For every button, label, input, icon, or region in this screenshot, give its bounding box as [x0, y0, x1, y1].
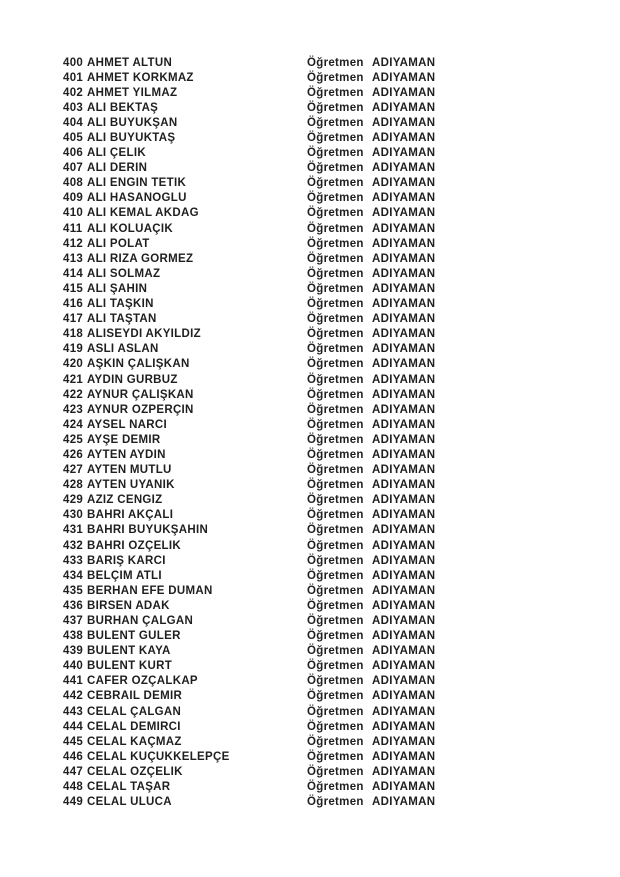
person-province: ADIYAMAN: [372, 765, 436, 778]
person-title: Öğretmen: [307, 494, 364, 507]
person-province: ADIYAMAN: [372, 403, 436, 416]
person-title: Öğretmen: [307, 554, 364, 567]
person-name: AYDIN GÜRBÜZ: [87, 373, 178, 386]
table-row: [63, 130, 620, 145]
row-number: 420: [63, 358, 84, 371]
person-title: Öğretmen: [307, 765, 364, 778]
row-number: 423: [63, 403, 84, 416]
row-number: 402: [63, 86, 84, 99]
table-row: [63, 432, 620, 447]
person-title: Öğretmen: [307, 479, 364, 492]
person-name: AZİZ CENGİZ: [87, 494, 163, 507]
table-row: [63, 100, 620, 115]
person-name: AYTEN MUTLU: [87, 464, 172, 477]
person-province: ADIYAMAN: [372, 237, 436, 250]
row-number: 429: [63, 494, 84, 507]
row-number: 422: [63, 388, 84, 401]
table-row: [63, 191, 620, 206]
table-row: [63, 387, 620, 402]
row-number: 433: [63, 554, 84, 567]
person-name: AYTEN UYANIK: [87, 479, 175, 492]
person-province: ADIYAMAN: [372, 554, 436, 567]
table-row: [63, 553, 620, 568]
table-row: [63, 146, 620, 161]
person-title: Öğretmen: [307, 509, 364, 522]
person-province: ADIYAMAN: [372, 86, 436, 99]
row-number: 434: [63, 569, 84, 582]
person-title: Öğretmen: [307, 660, 364, 673]
table-row: [63, 206, 620, 221]
person-province: ADIYAMAN: [372, 524, 436, 537]
person-title: Öğretmen: [307, 524, 364, 537]
person-title: Öğretmen: [307, 750, 364, 763]
person-title: Öğretmen: [307, 192, 364, 205]
person-title: Öğretmen: [307, 388, 364, 401]
person-province: ADIYAMAN: [372, 192, 436, 205]
person-title: Öğretmen: [307, 298, 364, 311]
person-name: CEBRAİL DEMİR: [87, 690, 183, 703]
person-name: ALİ BÜYÜKTAŞ: [87, 132, 176, 145]
person-province: ADIYAMAN: [372, 479, 436, 492]
person-name: BERHAN EFE DUMAN: [87, 584, 213, 597]
row-number: 438: [63, 630, 84, 643]
person-name: CELAL KÜÇÜKKELEPÇE: [87, 750, 230, 763]
row-number: 447: [63, 765, 84, 778]
person-title: Öğretmen: [307, 705, 364, 718]
person-province: ADIYAMAN: [372, 509, 436, 522]
person-title: Öğretmen: [307, 132, 364, 145]
table-row: [63, 749, 620, 764]
person-name: CELAL ÇALĞAN: [87, 705, 182, 718]
table-row: [63, 266, 620, 281]
person-name: BARIŞ KARCİ: [87, 554, 166, 567]
row-number: 413: [63, 252, 84, 265]
table-row: [63, 598, 620, 613]
person-province: ADIYAMAN: [372, 660, 436, 673]
person-title: Öğretmen: [307, 343, 364, 356]
person-province: ADIYAMAN: [372, 720, 436, 733]
table-row: [63, 221, 620, 236]
row-number: 432: [63, 539, 84, 552]
table-row: [63, 764, 620, 779]
row-number: 400: [63, 56, 84, 69]
person-province: ADIYAMAN: [372, 207, 436, 220]
person-province: ADIYAMAN: [372, 615, 436, 628]
table-row: [63, 795, 620, 810]
person-name: CELAL TAŞAR: [87, 781, 171, 794]
person-province: ADIYAMAN: [372, 101, 436, 114]
table-row: [63, 176, 620, 191]
person-title: Öğretmen: [307, 418, 364, 431]
person-province: ADIYAMAN: [372, 735, 436, 748]
person-name: CELAL KAÇMAZ: [87, 735, 182, 748]
row-number: 421: [63, 373, 84, 386]
person-title: Öğretmen: [307, 464, 364, 477]
table-row: [63, 115, 620, 130]
person-title: Öğretmen: [307, 720, 364, 733]
person-province: ADIYAMAN: [372, 298, 436, 311]
person-title: Öğretmen: [307, 147, 364, 160]
person-name: ALİ POLAT: [87, 237, 150, 250]
person-province: ADIYAMAN: [372, 796, 436, 809]
person-name: ALİ KOLUAÇIK: [87, 222, 174, 235]
table-row: [63, 85, 620, 100]
person-province: ADIYAMAN: [372, 539, 436, 552]
person-name: BÜLENT KAYA: [87, 645, 171, 658]
person-province: ADIYAMAN: [372, 705, 436, 718]
person-title: Öğretmen: [307, 358, 364, 371]
person-province: ADIYAMAN: [372, 675, 436, 688]
row-number: 417: [63, 313, 84, 326]
table-row: [63, 327, 620, 342]
table-row: [63, 357, 620, 372]
row-number: 408: [63, 177, 84, 190]
row-number: 439: [63, 645, 84, 658]
person-province: ADIYAMAN: [372, 388, 436, 401]
person-province: ADIYAMAN: [372, 116, 436, 129]
row-number: 415: [63, 282, 84, 295]
person-title: Öğretmen: [307, 675, 364, 688]
row-number: 430: [63, 509, 84, 522]
person-name: BÜLENT GÜLER: [87, 630, 181, 643]
person-name: ALİ BEKTAŞ: [87, 101, 159, 114]
person-name: BAHRİ BÜYÜKŞAHİN: [87, 524, 209, 537]
table-row: [63, 463, 620, 478]
person-province: ADIYAMAN: [372, 177, 436, 190]
person-name: ALİ RIZA GÖRMEZ: [87, 252, 194, 265]
person-title: Öğretmen: [307, 328, 364, 341]
person-title: Öğretmen: [307, 584, 364, 597]
table-row: [63, 613, 620, 628]
person-title: Öğretmen: [307, 539, 364, 552]
table-row: [63, 402, 620, 417]
row-number: 405: [63, 132, 84, 145]
person-name: BURHAN ÇALĞAN: [87, 615, 194, 628]
person-name: CAFER ÖZÇALKAP: [87, 675, 198, 688]
row-number: 427: [63, 464, 84, 477]
person-name: ALİ HASANOĞLU: [87, 192, 187, 205]
table-row: [63, 538, 620, 553]
person-name: ALİ DERİN: [87, 162, 148, 175]
person-name: BELÇİM ATLI: [87, 569, 162, 582]
person-province: ADIYAMAN: [372, 433, 436, 446]
person-province: ADIYAMAN: [372, 645, 436, 658]
person-title: Öğretmen: [307, 177, 364, 190]
person-title: Öğretmen: [307, 71, 364, 84]
person-province: ADIYAMAN: [372, 750, 436, 763]
person-name: ALİ BÜYÜKŞAN: [87, 116, 178, 129]
table-row: [63, 629, 620, 644]
person-province: ADIYAMAN: [372, 132, 436, 145]
table-row: [63, 780, 620, 795]
person-name: AHMET KORKMAZ: [87, 71, 194, 84]
person-province: ADIYAMAN: [372, 464, 436, 477]
person-province: ADIYAMAN: [372, 690, 436, 703]
table-row: [63, 161, 620, 176]
table-row: [63, 236, 620, 251]
table-row: [63, 55, 620, 70]
person-province: ADIYAMAN: [372, 313, 436, 326]
person-title: Öğretmen: [307, 599, 364, 612]
person-title: Öğretmen: [307, 252, 364, 265]
person-title: Öğretmen: [307, 116, 364, 129]
person-name: ALİ ÇELİK: [87, 147, 146, 160]
table-row: [63, 417, 620, 432]
person-province: ADIYAMAN: [372, 448, 436, 461]
person-name: ALİ TAŞTAN: [87, 313, 157, 326]
row-number: 443: [63, 705, 84, 718]
person-name: AYSEL NARCİ: [87, 418, 167, 431]
person-title: Öğretmen: [307, 313, 364, 326]
row-number: 446: [63, 750, 84, 763]
table-row: [63, 568, 620, 583]
row-number: 401: [63, 71, 84, 84]
table-row: [63, 508, 620, 523]
row-number: 425: [63, 433, 84, 446]
table-row: [63, 493, 620, 508]
person-province: ADIYAMAN: [372, 162, 436, 175]
person-title: Öğretmen: [307, 207, 364, 220]
row-number: 412: [63, 237, 84, 250]
person-province: ADIYAMAN: [372, 569, 436, 582]
table-row: [63, 674, 620, 689]
table-row: [63, 523, 620, 538]
person-name: AYNUR ÖZPERÇİN: [87, 403, 194, 416]
person-title: Öğretmen: [307, 403, 364, 416]
row-number: 426: [63, 448, 84, 461]
teacher-roster-list: [63, 55, 620, 810]
person-name: CELAL DEMİRCİ: [87, 720, 181, 733]
person-title: Öğretmen: [307, 282, 364, 295]
table-row: [63, 447, 620, 462]
person-title: Öğretmen: [307, 690, 364, 703]
person-name: BAHRİ AKÇALI: [87, 509, 174, 522]
person-name: BAHRİ ÖZÇELİK: [87, 539, 181, 552]
person-province: ADIYAMAN: [372, 373, 436, 386]
person-province: ADIYAMAN: [372, 147, 436, 160]
table-row: [63, 312, 620, 327]
person-province: ADIYAMAN: [372, 584, 436, 597]
person-name: ALİ SOLMAZ: [87, 267, 161, 280]
person-province: ADIYAMAN: [372, 494, 436, 507]
person-name: AYŞE DEMİR: [87, 433, 161, 446]
table-row: [63, 70, 620, 85]
person-title: Öğretmen: [307, 569, 364, 582]
table-row: [63, 297, 620, 312]
row-number: 410: [63, 207, 84, 220]
table-row: [63, 644, 620, 659]
person-name: ALİ ENGİN TETİK: [87, 177, 187, 190]
person-province: ADIYAMAN: [372, 599, 436, 612]
person-province: ADIYAMAN: [372, 222, 436, 235]
person-name: CELAL ÖZÇELİK: [87, 765, 183, 778]
person-title: Öğretmen: [307, 735, 364, 748]
person-name: ALİ ŞAHİN: [87, 282, 148, 295]
table-row: [63, 281, 620, 296]
table-row: [63, 689, 620, 704]
person-province: ADIYAMAN: [372, 252, 436, 265]
table-row: [63, 719, 620, 734]
person-name: AYNUR ÇALIŞKAN: [87, 388, 194, 401]
row-number: 442: [63, 690, 84, 703]
person-title: Öğretmen: [307, 630, 364, 643]
person-name: ALİ TAŞKIN: [87, 298, 154, 311]
row-number: 441: [63, 675, 84, 688]
person-province: ADIYAMAN: [372, 71, 436, 84]
person-name: AHMET YILMAZ: [87, 86, 178, 99]
row-number: 431: [63, 524, 84, 537]
row-number: 444: [63, 720, 84, 733]
row-number: 407: [63, 162, 84, 175]
person-title: Öğretmen: [307, 56, 364, 69]
row-number: 424: [63, 418, 84, 431]
table-row: [63, 251, 620, 266]
row-number: 440: [63, 660, 84, 673]
row-number: 409: [63, 192, 84, 205]
row-number: 419: [63, 343, 84, 356]
person-name: AŞKIN ÇALIŞKAN: [87, 358, 190, 371]
person-province: ADIYAMAN: [372, 630, 436, 643]
person-name: AYTEN AYDIN: [87, 448, 166, 461]
table-row: [63, 704, 620, 719]
person-title: Öğretmen: [307, 645, 364, 658]
table-row: [63, 478, 620, 493]
table-row: [63, 342, 620, 357]
person-province: ADIYAMAN: [372, 343, 436, 356]
person-title: Öğretmen: [307, 162, 364, 175]
row-number: 448: [63, 781, 84, 794]
row-number: 445: [63, 735, 84, 748]
person-title: Öğretmen: [307, 796, 364, 809]
row-number: 403: [63, 101, 84, 114]
person-name: ALİSEYDİ AKYILDIZ: [87, 328, 201, 341]
person-title: Öğretmen: [307, 222, 364, 235]
person-name: BÜLENT KURT: [87, 660, 173, 673]
person-title: Öğretmen: [307, 615, 364, 628]
person-title: Öğretmen: [307, 101, 364, 114]
person-province: ADIYAMAN: [372, 418, 436, 431]
person-province: ADIYAMAN: [372, 56, 436, 69]
person-province: ADIYAMAN: [372, 358, 436, 371]
row-number: 436: [63, 599, 84, 612]
row-number: 449: [63, 796, 84, 809]
row-number: 437: [63, 615, 84, 628]
table-row: [63, 583, 620, 598]
row-number: 428: [63, 479, 84, 492]
person-name: CELAL ULUCA: [87, 796, 172, 809]
person-title: Öğretmen: [307, 86, 364, 99]
person-title: Öğretmen: [307, 237, 364, 250]
row-number: 435: [63, 584, 84, 597]
row-number: 404: [63, 116, 84, 129]
person-name: ALİ KEMAL AKDAĞ: [87, 207, 199, 220]
person-name: ASLI ASLAN: [87, 343, 159, 356]
person-name: BİRSEN ADAK: [87, 599, 170, 612]
person-title: Öğretmen: [307, 781, 364, 794]
row-number: 406: [63, 147, 84, 160]
table-row: [63, 372, 620, 387]
row-number: 411: [63, 222, 83, 235]
row-number: 416: [63, 298, 84, 311]
person-name: AHMET ALTUN: [87, 56, 173, 69]
table-row: [63, 734, 620, 749]
person-title: Öğretmen: [307, 433, 364, 446]
table-row: [63, 659, 620, 674]
person-title: Öğretmen: [307, 267, 364, 280]
person-title: Öğretmen: [307, 373, 364, 386]
person-province: ADIYAMAN: [372, 282, 436, 295]
person-province: ADIYAMAN: [372, 328, 436, 341]
person-title: Öğretmen: [307, 448, 364, 461]
row-number: 418: [63, 328, 84, 341]
person-province: ADIYAMAN: [372, 267, 436, 280]
person-province: ADIYAMAN: [372, 781, 436, 794]
row-number: 414: [63, 267, 84, 280]
